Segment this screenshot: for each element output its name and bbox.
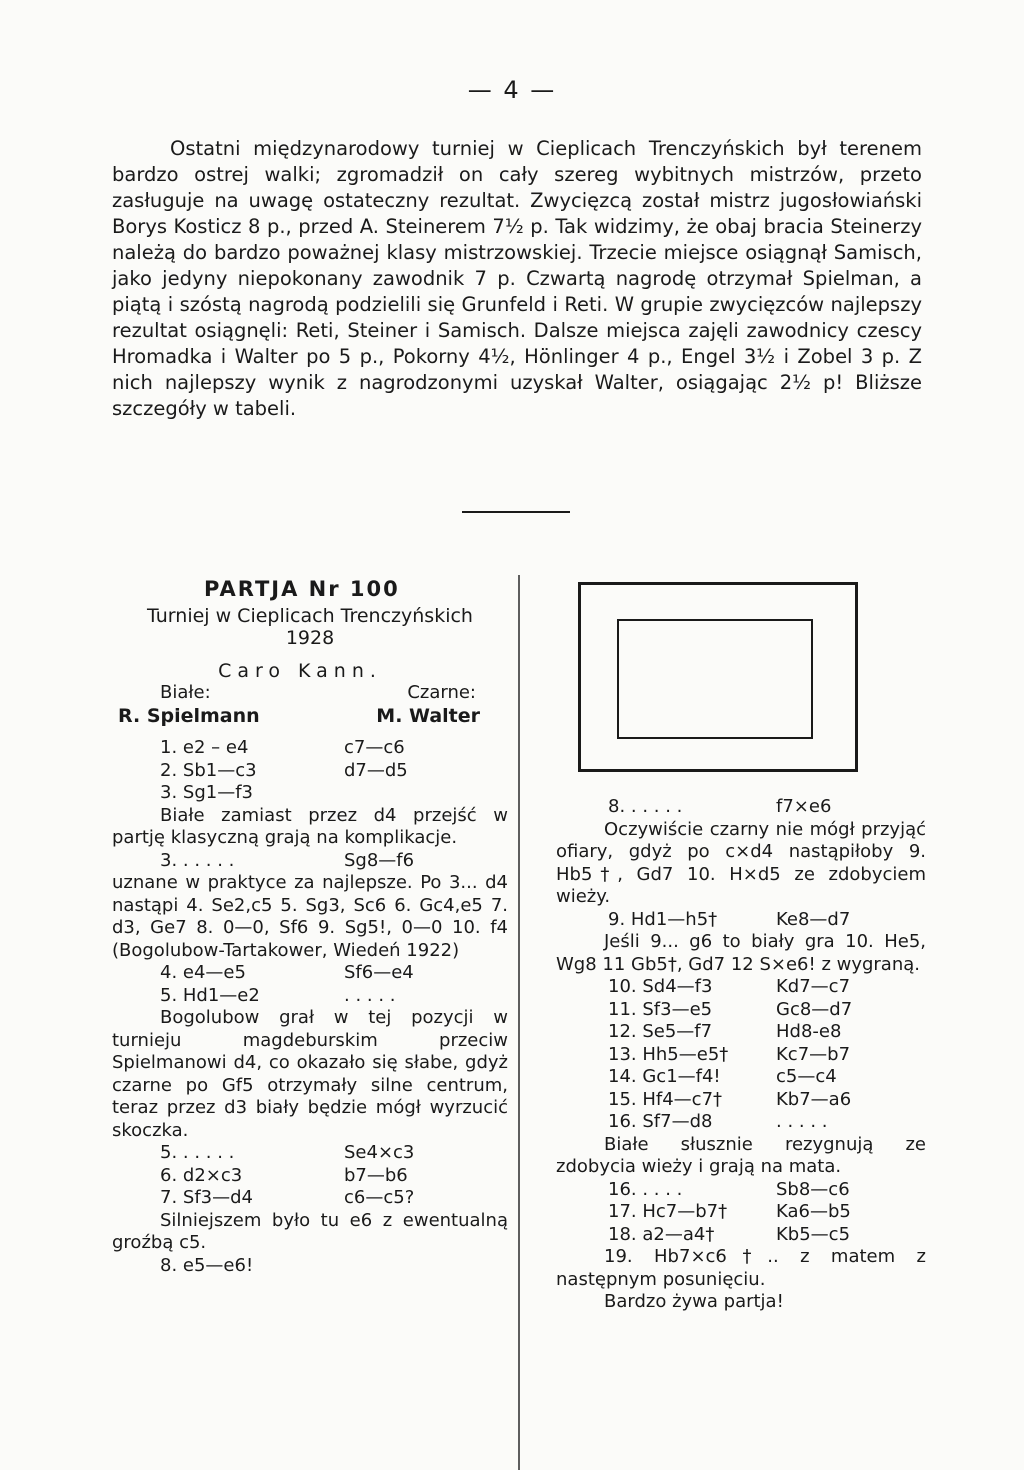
- white-move: 16. . . . .: [608, 1178, 683, 1200]
- white-move: 4. e4—e5: [160, 962, 246, 983]
- black-move: Kb5—c5: [776, 1223, 851, 1245]
- black-label: Czarne:: [407, 682, 476, 703]
- section-divider: [462, 511, 570, 513]
- black-move: d7—d5: [344, 759, 408, 781]
- move-row: [556, 1021, 926, 1044]
- black-move: f7×e6: [776, 796, 832, 817]
- annotation: Jeśli 9... g6 to biały gra 10. He5, Wg8 11 Gb5†, Gd7 12 S×e6! z wygraną.: [556, 931, 926, 975]
- white-move: 8. e5—e6!: [160, 1254, 254, 1276]
- game-right-column: [556, 582, 926, 1314]
- black-move: b7—b6: [344, 1164, 408, 1186]
- closing-remark: Bardzo żywa partja!: [604, 1291, 784, 1312]
- black-move: Hd8-e8: [776, 1021, 842, 1042]
- move-row: [112, 1255, 508, 1278]
- black-move: Sf6—e4: [344, 962, 414, 983]
- white-move: 10. Sd4—f3: [608, 976, 713, 997]
- black-move: c5—c4: [776, 1066, 837, 1087]
- white-move: 17. Hc7—b7†: [608, 1201, 728, 1222]
- white-move: 5. Hd1—e2: [160, 984, 260, 1006]
- white-player: R. Spielmann: [118, 704, 260, 727]
- white-move: 18. a2—a4†: [608, 1223, 715, 1245]
- black-move: Sg8—f6: [344, 849, 415, 871]
- page-number: — 4 —: [467, 76, 557, 104]
- black-move: c6—c5?: [344, 1187, 415, 1208]
- annotation: uznane w praktyce za najlepsze. Po 3... d4 nastąpi 4. Se2,c5 5. Sg3, Sc6 6. Gc4,e5 7. d3, Ge7 8. 0—0, Sf6 9. Sg5!, 0—0 10. f4 (Bogolubow-Tartakower, Wiedeń 1922): [112, 872, 508, 961]
- white-move: 13. Hh5—e5†: [608, 1043, 729, 1065]
- move-row: [112, 1187, 508, 1210]
- black-move: Se4×c3: [344, 1142, 415, 1163]
- black-move: c7—c6: [344, 737, 405, 758]
- black-move: . . . . .: [344, 984, 396, 1006]
- move-row: [112, 782, 508, 805]
- white-move: 5. . . . . .: [160, 1142, 235, 1163]
- move-row: [556, 976, 926, 999]
- tournament-name: Turniej w Cieplicach Trenczyńskich: [147, 604, 473, 627]
- white-move: 1. e2 – e4: [160, 737, 249, 758]
- white-move: 8. . . . . .: [608, 796, 683, 817]
- annotation: Bogolubow grał w tej pozycji w turnieju magdeburskim przeciw Spielmanowi d4, co okazało się słabe, gdyż czarne po Gf5 otrzymały silne centrum, teraz przez d3 biały będzie mógł wyrzucić skoczka.: [112, 1007, 508, 1141]
- white-move: 2. Sb1—c3: [160, 759, 257, 781]
- annotation: Silniejszem było tu e6 z ewentualną groźbą c5.: [112, 1209, 508, 1253]
- black-move: . . . . .: [776, 1111, 828, 1132]
- black-move: Ka6—b5: [776, 1201, 851, 1222]
- black-move: Kd7—c7: [776, 976, 851, 997]
- tournament-year: 1928: [285, 627, 335, 649]
- move-row: [556, 1179, 926, 1202]
- move-row: [556, 1201, 926, 1224]
- white-move: 11. Sf3—e5: [608, 998, 713, 1020]
- white-move: 3. . . . . .: [160, 849, 235, 871]
- move-row: [112, 737, 508, 760]
- white-move: 7. Sf3—d4: [160, 1187, 253, 1208]
- black-move: Gc8—d7: [776, 998, 853, 1020]
- column-separator: [518, 575, 520, 1470]
- white-move: 9. Hd1—h5†: [608, 908, 718, 930]
- black-move: Kc7—b7: [776, 1043, 851, 1065]
- white-move: 3. Sg1—f3: [160, 782, 253, 803]
- move-row: [112, 1165, 508, 1188]
- move-row: [556, 1111, 926, 1134]
- black-move: Sb8—c6: [776, 1178, 850, 1200]
- move-row: [556, 796, 926, 819]
- move-row: [556, 1089, 926, 1112]
- white-move: 14. Gc1—f4!: [608, 1066, 721, 1087]
- move-row: [556, 1044, 926, 1067]
- white-move: 16. Sf7—d8: [608, 1111, 713, 1132]
- move-row: [556, 909, 926, 932]
- move-row: [112, 760, 508, 783]
- chess-diagram-frame: [578, 582, 858, 772]
- black-player: M. Walter: [376, 704, 480, 727]
- game-left-column: [112, 578, 508, 1277]
- move-row: [112, 1142, 508, 1165]
- white-move: 15. Hf4—c7†: [608, 1088, 723, 1110]
- black-move: Ke8—d7: [776, 908, 851, 930]
- color-labels: [112, 682, 508, 705]
- white-move: 12. Se5—f7: [608, 1021, 713, 1042]
- move-row: [556, 999, 926, 1022]
- move-row: [112, 962, 508, 985]
- annotation: Oczywiście czarny nie mógł przyjąć ofiary, gdyż po c×d4 nastąpiłoby 9. Hb5†, Gd7 10. H×d5 ze zdobyciem wieży.: [556, 818, 926, 907]
- annotation: 19. Hb7×c6†.. z matem z następnym posunięciu.: [556, 1246, 926, 1290]
- white-move: 6. d2×c3: [160, 1164, 243, 1186]
- intro-paragraph: Ostatni międzynarodowy turniej w Cieplicach Trenczyńskich był terenem bardzo ostrej walki; zgromadził on cały szereg wybitnych mistrzów, przeto zasługuje na uwagę ostateczny rezultat. Zwycięzcą został mistrz jugosłowiański Borys Kosticz 8 p., przed A. Steinerem 7½ p. Tak widzimy, że obaj bracia Steinerzy należą do bardzo poważnej klasy mistrzowskiej. Trzecie miejsce osiągnął Samisch, jako jedyny niepokonany zawodnik 7 p. Czwartą nagrodę otrzymał Spielman, a piątą i szóstą nagrodą podzielili się Grunfeld i Reti. W grupie zwycięzców najlepszy rezultat osiągnęli: Reti, Steiner i Samisch. Dalsze miejsca zajęli zawodnicy czescy Hromadka i Walter po 5 p., Pokorny 4½, Hönlinger 4 p., Engel 3½ i Zobel 3 p. Z nich najlepszy wynik z nagrodzonymi uzyskał Walter, osiągając 2½ p! Bliższe szczegóły w tabeli.: [112, 137, 922, 420]
- player-names: [112, 705, 508, 728]
- move-row: [112, 985, 508, 1008]
- annotation: Białe słusznie rezygnują ze zdobycia wieży i grają na mata.: [556, 1133, 926, 1177]
- white-label: Białe:: [160, 682, 211, 703]
- opening-name: Caro Kann.: [218, 659, 382, 682]
- black-move: [344, 1255, 508, 1278]
- annotation: Białe zamiast przez d4 przejść w partję klasyczną grają na komplikacje.: [112, 804, 508, 848]
- move-row: [556, 1224, 926, 1247]
- black-move: [344, 782, 508, 805]
- move-row: [112, 850, 508, 873]
- game-title: PARTJA Nr 100: [204, 577, 400, 601]
- move-row: [556, 1066, 926, 1089]
- black-move: Kb7—a6: [776, 1088, 852, 1110]
